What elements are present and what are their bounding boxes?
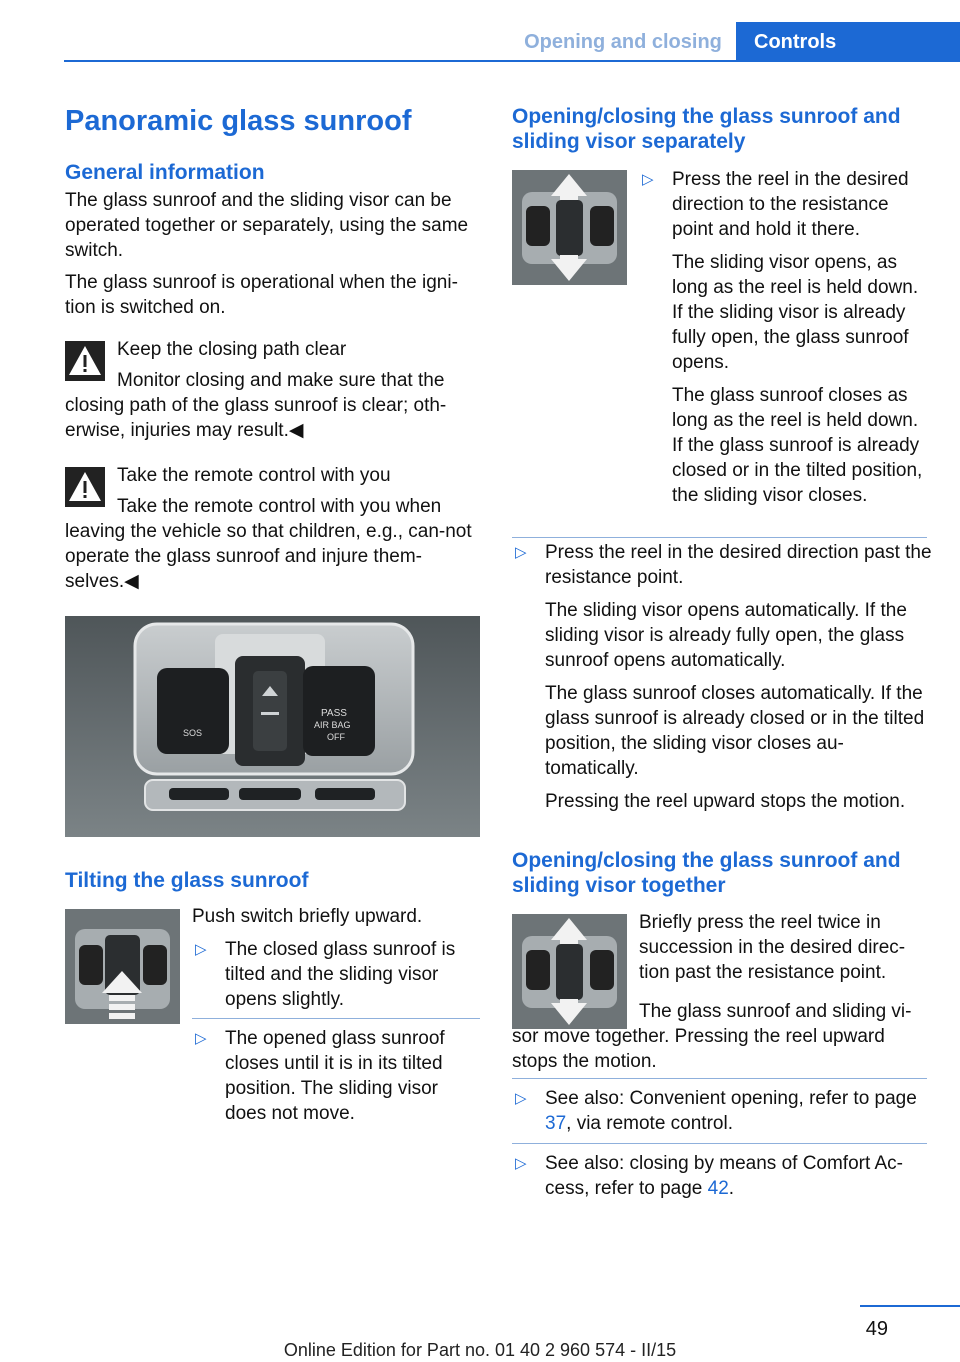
footer-edition: Online Edition for Part no. 01 40 2 960 574 - II/15	[283, 1340, 677, 1360]
together-heading: Opening/closing the glass sunroof and sliding visor together	[512, 849, 901, 897]
page-link-37[interactable]: 37	[545, 1113, 567, 1134]
divider	[512, 537, 927, 538]
divider	[512, 1143, 927, 1144]
see-also-item-2	[512, 1151, 932, 1201]
separate-item-1-block	[639, 167, 932, 508]
warning-2-title: Take the remote control with you	[117, 465, 391, 486]
tilt-heading: Tilting the glass sunroof	[65, 869, 309, 892]
tilt-item-2	[192, 1026, 480, 1126]
warning-block-2	[65, 463, 480, 594]
tilt-section	[65, 868, 480, 893]
tilt-switch-thumbnail	[65, 909, 180, 1024]
sos-label: SOS	[183, 728, 203, 738]
tilt-item-2-text: The opened glass sunroof closes until it is in its tilted position. The sliding visor does not move.	[225, 1028, 445, 1124]
separate-item-2-block	[512, 540, 932, 814]
separate-item-1-p2: The sliding visor opens, as long as the reel is held down. If the sliding visor is already fully open, the glass sunroof opens.	[672, 252, 919, 373]
header-rule	[64, 60, 960, 62]
tilt-content	[192, 904, 480, 1126]
bullet-triangle-icon: ▷	[515, 544, 527, 561]
see-also-2-text: See also: closing by means of Comfort Ac-cess, refer to page	[545, 1153, 903, 1199]
bullet-triangle-icon: ▷	[195, 941, 207, 958]
warning-triangle-icon	[65, 467, 105, 507]
warning-block-1	[65, 337, 480, 443]
bullet-triangle-icon: ▷	[642, 171, 654, 188]
separate-item-1	[639, 167, 932, 242]
see-also-item-1	[512, 1086, 932, 1136]
divider	[192, 1018, 480, 1019]
page-number: 49	[865, 1318, 888, 1340]
tilt-item-1-text: The closed glass sunroof is tilted and the sliding visor opens slightly.	[225, 939, 456, 1010]
general-paragraph-1: The glass sunroof and the sliding visor can be operated together or separately, using the same switch.	[65, 190, 469, 261]
warning-triangle-icon	[65, 341, 105, 381]
airbag-label: AIR BAG	[314, 720, 351, 730]
separately-heading: Opening/closing the glass sunroof and sliding visor separately	[512, 105, 901, 153]
general-heading: General information	[65, 161, 265, 184]
bullet-triangle-icon: ▷	[515, 1155, 527, 1172]
separate-item-2-p4: Pressing the reel upward stops the motion.	[545, 791, 906, 812]
off-label: OFF	[327, 732, 345, 742]
together-heading-block	[512, 848, 932, 898]
warning-1-body: Monitor closing and make sure that the closing path of the glass sunroof is clear; oth-erwise, injuries may result.◀	[65, 370, 447, 441]
general-paragraph-2: The glass sunroof is operational when the igni-tion is switched on.	[65, 272, 458, 318]
header-tab-controls: Controls	[736, 22, 960, 62]
separate-item-2-p3: The glass sunroof closes automatically. If the glass sunroof is already closed or in the tilted position, the sliding visor closes au-tomatically.	[545, 683, 925, 779]
separate-item-1-text: Press the reel in the desired direction to the resistance point and hold it there.	[672, 169, 909, 240]
warning-2-body: Take the remote control with you when leaving the vehicle so that children, e.g., can-not operate the glass sunroof and injure them-selves.◀	[65, 496, 472, 592]
separate-item-2	[512, 540, 932, 590]
together-paragraph-1: Briefly press the reel twice in succession in the desired direc-tion past the resistance point.	[639, 912, 906, 983]
see-also-list	[512, 1086, 932, 1201]
bullet-triangle-icon: ▷	[195, 1030, 207, 1047]
separate-item-2-p2: The sliding visor opens automatically. If the sliding visor is already fully open, the glass sunroof opens automatically.	[545, 600, 907, 671]
page-title: Panoramic glass sunroof	[65, 105, 412, 137]
see-also-1-text: See also: Convenient opening, refer to page	[545, 1088, 917, 1109]
tilt-intro: Push switch briefly upward.	[192, 906, 423, 927]
warning-1-title: Keep the closing path clear	[117, 339, 347, 360]
see-also-1-suffix: , via remote control.	[566, 1113, 733, 1134]
left-column	[65, 104, 480, 320]
divider	[512, 1078, 927, 1079]
separately-heading-block	[512, 104, 932, 154]
header-section-title: Opening and closing	[524, 31, 722, 53]
separate-item-2-text: Press the reel in the desired direction past the resistance point.	[545, 542, 932, 588]
page-link-42[interactable]: 42	[707, 1178, 729, 1199]
together-paragraph-2: The glass sunroof and sliding vi-sor move together. Pressing the reel upward stops the motion.	[512, 1001, 912, 1072]
footer-rule	[860, 1305, 960, 1307]
see-also-2-suffix: .	[728, 1178, 735, 1199]
overhead-console-photo	[65, 616, 480, 837]
separate-switch-thumbnail	[512, 170, 627, 285]
bullet-triangle-icon: ▷	[515, 1090, 527, 1107]
pass-label: PASS	[321, 708, 347, 719]
separate-item-1-p3: The glass sunroof closes as long as the reel is held down. If the glass sunroof is already closed or in the tilted position, the sliding visor closes.	[672, 385, 923, 506]
tilt-item-1	[192, 937, 480, 1012]
